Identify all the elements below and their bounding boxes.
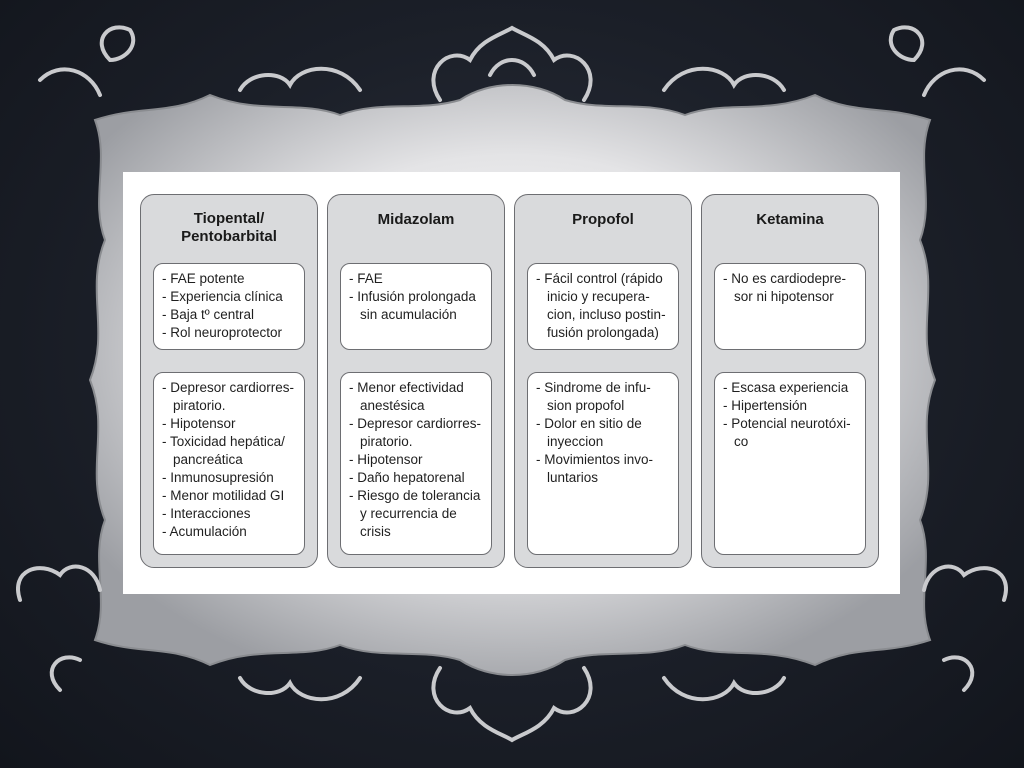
list-item: - Riesgo de tolerancia y recurrencia de crisis xyxy=(349,488,481,539)
list-item: - Inmunosupresión xyxy=(162,470,274,485)
list-item: - Hipotensor xyxy=(349,452,423,467)
disadvantages-box xyxy=(340,372,492,555)
list-item: - Fácil control (rápido inicio y recupera- cion, incluso postin- fusión prolongada) xyxy=(536,271,666,340)
list-item: - Depresor cardiorres- piratorio. xyxy=(349,416,482,449)
column-ketamina xyxy=(701,194,879,568)
disadvantages-box xyxy=(527,372,679,555)
column-tiopental xyxy=(140,194,318,568)
column-title: Propofol xyxy=(572,211,634,228)
list-item: - Menor efectividad anestésica xyxy=(349,380,464,413)
list-item: - Hipertensión xyxy=(723,398,808,413)
list-item: - FAE xyxy=(349,271,383,286)
list-item: - Experiencia clínica xyxy=(162,289,283,304)
list-item: - No es cardiodepre- sor ni hipotensor xyxy=(723,271,847,304)
list-item: - Infusión prolongada sin acumulación xyxy=(349,289,476,322)
advantages-box xyxy=(527,263,679,350)
list-item: - Baja tº central xyxy=(162,307,254,322)
list-item: - Menor motilidad GI xyxy=(162,488,285,503)
comparison-panel xyxy=(123,172,900,594)
column-propofol xyxy=(514,194,692,568)
list-item: - FAE potente xyxy=(162,271,245,286)
list-item: - Interacciones xyxy=(162,506,251,521)
list-item: - Rol neuroprotector xyxy=(162,325,283,340)
list-item: - Sindrome de infu- sion propofol xyxy=(536,380,651,413)
advantages-box xyxy=(153,263,305,350)
list-item: - Hipotensor xyxy=(162,416,236,431)
list-item: - Movimientos invo- luntarios xyxy=(536,452,654,485)
disadvantages-box xyxy=(714,372,866,555)
list-item: - Dolor en sitio de inyeccion xyxy=(536,416,642,449)
column-title: Tiopental/ Pentobarbital xyxy=(181,210,277,245)
column-midazolam xyxy=(327,194,505,568)
column-title: Midazolam xyxy=(377,211,455,228)
advantages-box xyxy=(714,263,866,350)
disadvantages-box xyxy=(153,372,305,555)
list-item: - Daño hepatorenal xyxy=(349,470,465,485)
advantages-box xyxy=(340,263,492,350)
list-item: - Toxicidad hepática/ pancreática xyxy=(162,434,285,467)
column-title: Ketamina xyxy=(756,211,824,228)
list-item: - Escasa experiencia xyxy=(723,380,849,395)
list-item: - Depresor cardiorres- piratorio. xyxy=(162,380,295,413)
list-item: - Acumulación xyxy=(162,524,247,539)
list-item: - Potencial neurotóxi- co xyxy=(723,416,851,449)
